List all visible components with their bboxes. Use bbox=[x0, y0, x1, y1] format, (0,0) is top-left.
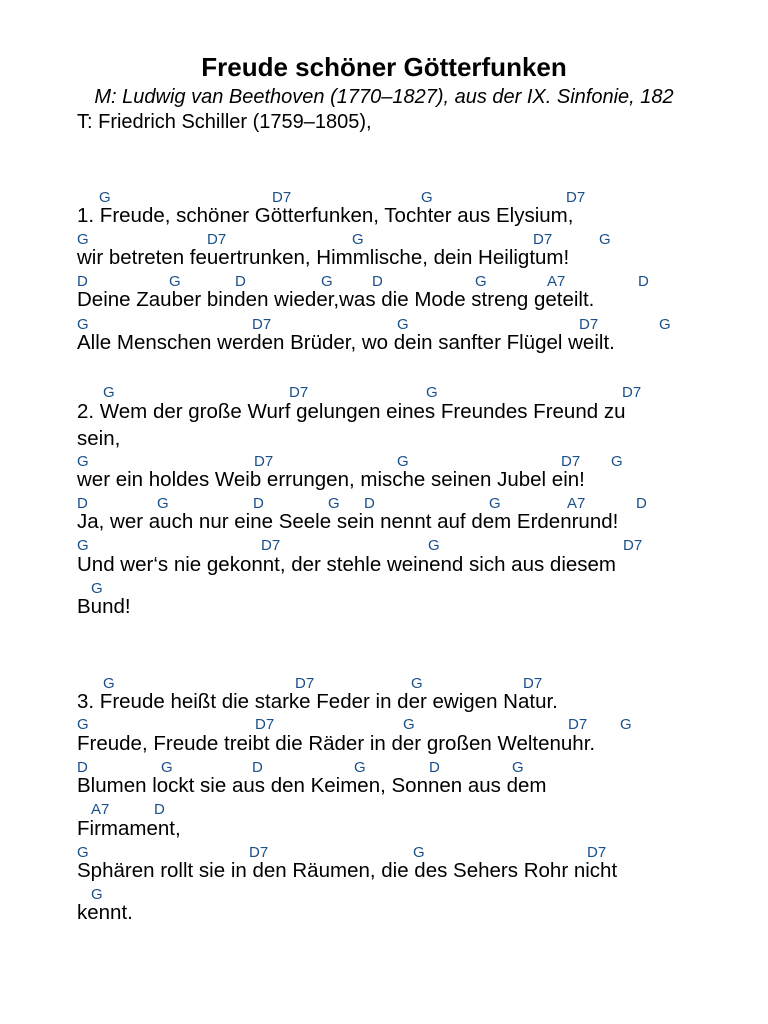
chord-label: G bbox=[321, 273, 333, 290]
chord-label: D7 bbox=[622, 384, 642, 401]
composer-credit: M: Ludwig van Beethoven (1770–1827), aus der IX. Sinfonie, 182 bbox=[94, 86, 674, 108]
chord-label: G bbox=[599, 231, 611, 248]
chord-label: D7 bbox=[623, 537, 643, 554]
lyric-line: Freude, Freude treibt die Räder in der großen Weltenuhr. bbox=[77, 732, 596, 755]
lyric-line: Firmament, bbox=[77, 817, 181, 840]
chord-label: D7 bbox=[254, 453, 274, 470]
chord-label: A7 bbox=[567, 495, 586, 512]
chord-label: G bbox=[91, 886, 103, 903]
chord-label: G bbox=[328, 495, 340, 512]
chord-label: G bbox=[157, 495, 169, 512]
chord-label: D bbox=[77, 495, 88, 512]
lyric-line: wir betreten feuertrunken, Himmlische, dein Heiligtum! bbox=[77, 246, 570, 269]
chord-label: G bbox=[77, 316, 89, 333]
lyric-line: Blumen lockt sie aus den Keimen, Sonnen aus dem bbox=[77, 774, 547, 797]
chord-label: G bbox=[611, 453, 623, 470]
chord-label: G bbox=[620, 716, 632, 733]
chord-label: G bbox=[161, 759, 173, 776]
chord-label: D7 bbox=[295, 675, 315, 692]
chord-label: D bbox=[154, 801, 165, 818]
chord-label: D bbox=[372, 273, 383, 290]
chord-label: D7 bbox=[568, 716, 588, 733]
chord-label: D bbox=[638, 273, 649, 290]
chord-label: G bbox=[103, 675, 115, 692]
lyric-line: Deine Zauber binden wieder,was die Mode streng geteilt. bbox=[77, 288, 595, 311]
chord-label: G bbox=[77, 716, 89, 733]
lyric-line: wer ein holdes Weib errungen, mische seinen Jubel ein! bbox=[77, 468, 585, 491]
chord-label: G bbox=[77, 537, 89, 554]
chord-label: A7 bbox=[547, 273, 566, 290]
lyric-line: 1. Freude, schöner Götterfunken, Tochter aus Elysium, bbox=[77, 204, 574, 227]
lyric-line: Bund! bbox=[77, 595, 131, 618]
chord-label: D7 bbox=[289, 384, 309, 401]
chord-label: D7 bbox=[255, 716, 275, 733]
chord-label: G bbox=[428, 537, 440, 554]
chord-label: D bbox=[253, 495, 264, 512]
chord-label: D7 bbox=[523, 675, 543, 692]
chord-label: D7 bbox=[579, 316, 599, 333]
chord-label: D bbox=[77, 273, 88, 290]
lyric-line: kennt. bbox=[77, 901, 133, 924]
chord-label: D7 bbox=[207, 231, 227, 248]
chord-label: G bbox=[659, 316, 671, 333]
lyric-line: sein, bbox=[77, 427, 121, 450]
chord-label: G bbox=[413, 844, 425, 861]
chord-label: D7 bbox=[249, 844, 269, 861]
chord-label: D7 bbox=[261, 537, 281, 554]
chord-label: A7 bbox=[91, 801, 110, 818]
chord-label: G bbox=[169, 273, 181, 290]
chord-label: D7 bbox=[587, 844, 607, 861]
chord-label: G bbox=[403, 716, 415, 733]
chord-label: D bbox=[429, 759, 440, 776]
chord-label: G bbox=[411, 675, 423, 692]
chord-label: D7 bbox=[566, 189, 586, 206]
chord-label: G bbox=[103, 384, 115, 401]
lyricist-credit: T: Friedrich Schiller (1759–1805), bbox=[77, 111, 372, 133]
chord-label: G bbox=[421, 189, 433, 206]
chord-label: D7 bbox=[533, 231, 553, 248]
chord-label: G bbox=[77, 231, 89, 248]
chord-label: G bbox=[397, 453, 409, 470]
chord-label: D7 bbox=[272, 189, 292, 206]
chord-label: D bbox=[252, 759, 263, 776]
chord-label: G bbox=[489, 495, 501, 512]
lyric-line: Ja, wer auch nur eine Seele sein nennt auf dem Erdenrund! bbox=[77, 510, 619, 533]
chord-label: G bbox=[91, 580, 103, 597]
chord-label: D7 bbox=[252, 316, 272, 333]
lyric-line: 3. Freude heißt die starke Feder in der ewigen Natur. bbox=[77, 690, 558, 713]
chord-label: G bbox=[77, 844, 89, 861]
chord-label: G bbox=[512, 759, 524, 776]
chord-label: D bbox=[636, 495, 647, 512]
chord-label: G bbox=[397, 316, 409, 333]
chord-label: D bbox=[235, 273, 246, 290]
chord-label: G bbox=[354, 759, 366, 776]
chord-label: G bbox=[475, 273, 487, 290]
chord-label: G bbox=[352, 231, 364, 248]
lyric-line: Und wer‘s nie gekonnt, der stehle weinend sich aus diesem bbox=[77, 553, 616, 576]
lyric-line: Alle Menschen werden Brüder, wo dein sanfter Flügel weilt. bbox=[77, 331, 615, 354]
chord-label: D bbox=[77, 759, 88, 776]
lyric-line: 2. Wem der große Wurf gelungen eines Freundes Freund zu bbox=[77, 400, 626, 423]
chord-label: G bbox=[99, 189, 111, 206]
chord-label: D bbox=[364, 495, 375, 512]
song-title: Freude schöner Götterfunken bbox=[201, 52, 567, 82]
chord-label: D7 bbox=[561, 453, 581, 470]
chord-label: G bbox=[77, 453, 89, 470]
chord-label: G bbox=[426, 384, 438, 401]
lyric-line: Sphären rollt sie in den Räumen, die des Sehers Rohr nicht bbox=[77, 859, 618, 882]
